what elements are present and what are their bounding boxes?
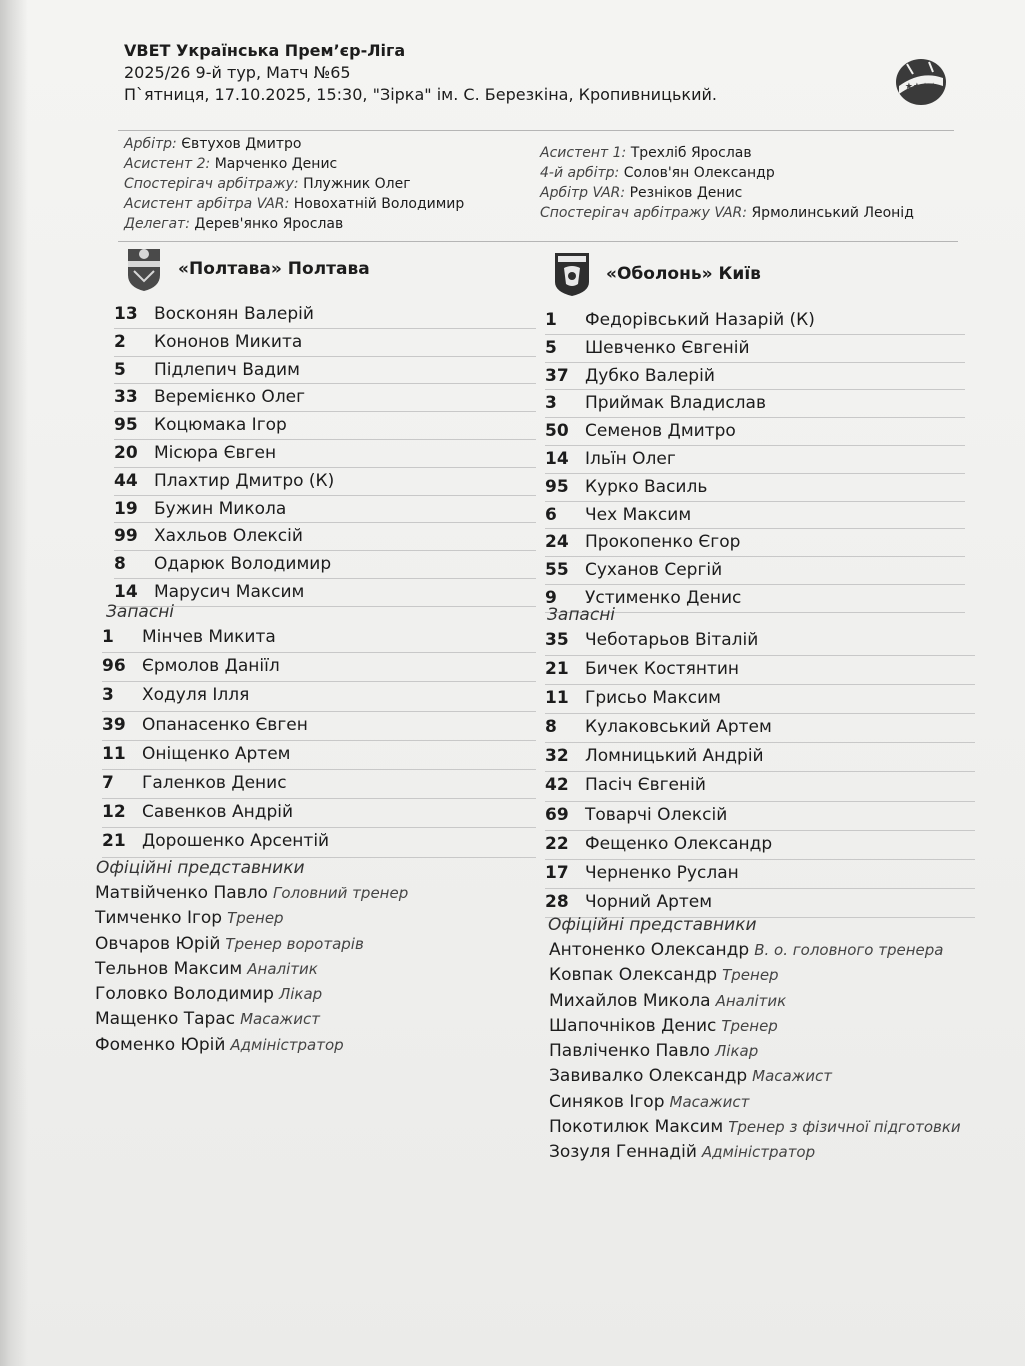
player-row	[114, 412, 536, 440]
staff-row	[549, 1064, 961, 1089]
staff-role: Тренер	[227, 909, 284, 928]
player-name: Дорошенко Арсентій	[142, 831, 330, 852]
player-number: 13	[114, 304, 138, 324]
player-number: 3	[545, 393, 557, 414]
away-subs-label: Запасні	[547, 605, 616, 625]
player-name: Устименко Денис	[585, 587, 742, 608]
player-number: 21	[102, 831, 126, 852]
player-name: Кулаковський Артем	[585, 717, 772, 738]
player-number: 7	[102, 772, 114, 793]
player-row	[114, 523, 536, 551]
staff-name: Шапочніков Денис	[549, 1015, 717, 1036]
player-row	[114, 468, 536, 496]
player-row	[545, 363, 965, 391]
official-row	[124, 134, 464, 154]
player-row	[102, 741, 536, 770]
away-staff-list	[549, 938, 961, 1166]
official-row	[540, 163, 914, 183]
player-name: Ільїн Олег	[585, 448, 676, 469]
player-name: Кононов Микита	[154, 331, 303, 352]
player-name: Суханов Сергій	[585, 560, 723, 581]
player-row	[545, 627, 975, 656]
official-role: Делегат:	[124, 216, 190, 232]
player-number: 12	[102, 802, 126, 823]
staff-row	[95, 982, 408, 1007]
player-number: 50	[545, 421, 569, 442]
player-row	[545, 860, 975, 889]
player-number: 32	[545, 746, 569, 767]
player-row	[114, 551, 536, 579]
away-staff-label: Офіційні представники	[548, 915, 757, 935]
player-number: 9	[545, 587, 557, 608]
player-name: Ломницький Андрій	[585, 746, 764, 767]
home-staff-list	[95, 881, 408, 1058]
home-team-header	[124, 245, 370, 293]
official-name: Трехліб Ярослав	[630, 145, 752, 161]
staff-row	[95, 906, 408, 931]
player-name: Шевченко Євгеній	[585, 337, 750, 358]
staff-row	[549, 1115, 961, 1140]
player-name: Оніщенко Артем	[142, 743, 291, 764]
player-row	[545, 474, 965, 502]
official-role: Асистент арбітра VAR:	[124, 196, 290, 212]
home-staff-label: Офіційні представники	[96, 858, 305, 878]
league-logo-icon	[893, 56, 949, 108]
player-number: 14	[114, 581, 138, 602]
player-name: Мінчев Микита	[142, 627, 276, 647]
obolon-crest-icon	[552, 250, 592, 298]
player-row	[545, 714, 975, 743]
player-name: Чех Максим	[585, 504, 692, 525]
staff-role: Лікар	[278, 985, 323, 1004]
player-name: Фещенко Олександр	[585, 833, 773, 854]
official-name: Солов'ян Олександр	[623, 165, 775, 181]
player-name: Місюра Євген	[154, 442, 277, 463]
official-row	[540, 203, 914, 223]
staff-name: Мащенко Тарас	[95, 1009, 236, 1030]
staff-row	[95, 957, 408, 982]
player-number: 39	[102, 714, 126, 735]
player-name: Плахтир Дмитро (К)	[154, 470, 335, 491]
player-number: 19	[114, 498, 138, 519]
player-number: 3	[102, 685, 114, 706]
official-name: Євтухов Дмитро	[181, 136, 302, 152]
official-row	[540, 183, 914, 203]
staff-row	[549, 989, 961, 1014]
round-info: 2025/26 9-й тур, Матч №65	[124, 63, 351, 82]
player-row	[545, 557, 965, 585]
league-title: VBET Українська Прем’єр-Ліга	[124, 41, 406, 60]
player-name: Бужин Микола	[154, 498, 287, 519]
player-row	[545, 529, 965, 557]
player-name: Восконян Валерій	[154, 304, 314, 324]
player-name: Курко Василь	[585, 476, 708, 497]
player-number: 6	[545, 504, 557, 525]
officials-left	[124, 134, 464, 234]
player-number: 8	[114, 554, 126, 575]
player-name: Федорівський Назарій (К)	[585, 310, 815, 330]
player-name: Бичек Костянтин	[585, 659, 740, 680]
official-name: Ярмолинський Леонід	[751, 205, 914, 221]
staff-name: Тимченко Ігор	[95, 908, 223, 929]
official-row	[124, 214, 464, 234]
player-row	[114, 496, 536, 524]
staff-role: Тренер	[722, 966, 779, 985]
player-number: 99	[114, 526, 138, 547]
player-row	[545, 656, 975, 685]
staff-name: Фоменко Юрій	[95, 1034, 226, 1055]
player-name: Ходуля Ілля	[142, 685, 250, 706]
staff-role: Масажист	[752, 1067, 832, 1086]
official-role: Спостерігач арбітражу:	[124, 176, 299, 192]
staff-role: В. о. головного тренера	[754, 941, 944, 959]
player-name: Грисьо Максим	[585, 688, 721, 709]
player-row	[545, 772, 975, 801]
player-name: Веремієнко Олег	[154, 387, 306, 408]
player-name: Савенков Андрій	[142, 802, 294, 823]
player-name: Хахльов Олексій	[154, 526, 303, 547]
player-number: 5	[545, 337, 557, 358]
staff-name: Павліченко Павло	[549, 1041, 710, 1062]
player-row	[114, 357, 536, 385]
player-name: Марусич Максим	[154, 581, 305, 602]
staff-row	[95, 1033, 408, 1058]
player-row	[545, 418, 965, 446]
player-row	[545, 307, 965, 335]
player-name: Пасіч Євгеній	[585, 775, 706, 796]
official-role: Арбітр:	[124, 136, 177, 152]
player-row	[102, 799, 536, 828]
divider-officials	[118, 241, 958, 242]
player-row	[545, 446, 965, 474]
svg-text:★★★★: ★★★★	[904, 82, 938, 92]
staff-name: Овчаров Юрій	[95, 933, 221, 954]
staff-role: Лікар	[715, 1042, 759, 1061]
player-number: 21	[545, 659, 569, 680]
staff-name: Синяков Ігор	[549, 1091, 665, 1112]
player-number: 17	[545, 862, 569, 883]
staff-role: Тренер з фізичної підготовки	[728, 1118, 961, 1137]
official-role: Спостерігач арбітражу VAR:	[540, 205, 747, 221]
staff-name: Тельнов Максим	[95, 958, 243, 979]
staff-name: Головко Володимир	[95, 984, 274, 1005]
player-row	[545, 889, 975, 918]
player-number: 22	[545, 833, 569, 854]
player-row	[114, 384, 536, 412]
away-subs-list	[545, 627, 975, 918]
staff-role: Масажист	[240, 1010, 320, 1029]
player-number: 69	[545, 804, 569, 825]
player-name: Чорний Артем	[585, 891, 713, 912]
home-subs-label: Запасні	[106, 602, 175, 622]
staff-row	[549, 1090, 961, 1115]
player-number: 37	[545, 365, 569, 386]
staff-name: Матвійченко Павло	[95, 883, 268, 903]
staff-row	[549, 1014, 961, 1039]
staff-name: Зозуля Геннадій	[549, 1142, 697, 1163]
player-name: Черненко Руслан	[585, 862, 739, 883]
player-number: 35	[545, 630, 569, 650]
divider-top	[118, 130, 954, 131]
player-number: 55	[545, 560, 569, 581]
staff-role: Тренер воротарів	[225, 934, 364, 953]
staff-role: Головний тренер	[272, 884, 409, 902]
player-number: 11	[545, 688, 569, 709]
player-number: 95	[114, 415, 138, 436]
player-name: Коцюмака Ігор	[154, 415, 287, 436]
player-number: 8	[545, 717, 557, 738]
player-name: Підлепич Вадим	[154, 359, 300, 380]
official-name: Плужник Олег	[303, 176, 411, 192]
player-name: Галенков Денис	[142, 772, 287, 793]
player-row	[545, 743, 975, 772]
staff-name: Антоненко Олександр	[549, 940, 750, 960]
player-number: 5	[114, 359, 126, 380]
official-role: Асистент 2:	[124, 156, 211, 172]
staff-role: Адміністратор	[701, 1143, 816, 1162]
official-name: Марченко Денис	[214, 156, 338, 172]
official-row	[124, 194, 464, 214]
player-name: Чеботарьов Віталій	[585, 630, 759, 650]
player-name: Одарюк Володимир	[154, 554, 332, 575]
official-name: Резніков Денис	[629, 185, 743, 201]
staff-role: Адміністратор	[230, 1035, 344, 1054]
away-starters-list	[545, 307, 965, 613]
player-number: 28	[545, 891, 569, 912]
player-number: 20	[114, 442, 138, 463]
player-row	[114, 579, 536, 607]
player-number: 1	[102, 627, 114, 647]
official-row	[124, 174, 464, 194]
poltava-crest-icon	[124, 245, 164, 293]
match-header	[124, 40, 884, 106]
player-number: 24	[545, 532, 569, 553]
player-number: 2	[114, 331, 126, 352]
date-venue: П`ятниця, 17.10.2025, 15:30, "Зірка" ім. С. Березкіна, Кропивницький.	[124, 85, 717, 104]
staff-role: Аналітик	[247, 959, 318, 978]
staff-role: Тренер	[721, 1016, 778, 1035]
player-row	[545, 685, 975, 714]
staff-name: Ковпак Олександр	[549, 965, 718, 986]
player-row	[102, 624, 536, 653]
player-row	[102, 682, 536, 711]
player-number: 44	[114, 470, 138, 491]
player-number: 96	[102, 656, 126, 677]
player-row	[114, 301, 536, 329]
player-name: Семенов Дмитро	[585, 421, 736, 442]
home-team-name: «Полтава» Полтава	[178, 259, 370, 279]
staff-row	[549, 938, 961, 963]
player-name: Прокопенко Єгор	[585, 532, 741, 553]
official-role: Арбітр VAR:	[540, 185, 626, 201]
staff-row	[95, 1007, 408, 1032]
player-name: Дубко Валерій	[585, 365, 715, 386]
player-number: 33	[114, 387, 138, 408]
official-name: Дерев'янко Ярослав	[194, 216, 344, 232]
player-number: 14	[545, 448, 569, 469]
staff-role: Масажист	[669, 1092, 750, 1111]
player-name: Єрмолов Даніїл	[142, 656, 280, 677]
staff-name: Михайлов Микола	[549, 990, 711, 1011]
official-row	[124, 154, 464, 174]
official-role: 4-й арбітр:	[540, 165, 620, 181]
player-row	[102, 712, 536, 741]
official-row	[540, 143, 914, 163]
player-row	[102, 828, 536, 857]
player-name: Опанасенко Євген	[142, 714, 308, 735]
page-edge-shadow	[0, 0, 28, 1366]
player-name: Приймак Владислав	[585, 393, 766, 414]
player-number: 42	[545, 775, 569, 796]
staff-row	[549, 963, 961, 988]
player-row	[545, 335, 965, 363]
player-number: 95	[545, 476, 569, 497]
staff-row	[549, 1140, 961, 1165]
player-row	[114, 440, 536, 468]
player-row	[545, 802, 975, 831]
staff-role: Аналітик	[715, 991, 787, 1010]
player-row	[114, 329, 536, 357]
staff-name: Покотилюк Максим	[549, 1117, 724, 1138]
official-role: Асистент 1:	[540, 145, 627, 161]
staff-row	[95, 932, 408, 957]
player-number: 11	[102, 743, 126, 764]
player-row	[545, 502, 965, 530]
player-row	[102, 653, 536, 682]
player-row	[102, 770, 536, 799]
home-subs-list	[102, 624, 536, 858]
player-number: 1	[545, 310, 557, 330]
player-name: Товарчі Олексій	[585, 804, 728, 825]
official-name: Новохатній Володимир	[293, 196, 465, 212]
player-row	[545, 390, 965, 418]
staff-row	[549, 1039, 961, 1064]
staff-name: Завивалко Олександр	[549, 1066, 748, 1087]
player-row	[545, 831, 975, 860]
home-starters-list	[114, 301, 536, 607]
away-team-name: «Оболонь» Київ	[606, 264, 761, 284]
officials-right	[540, 143, 914, 223]
staff-row	[95, 881, 408, 906]
away-team-header	[552, 250, 761, 298]
